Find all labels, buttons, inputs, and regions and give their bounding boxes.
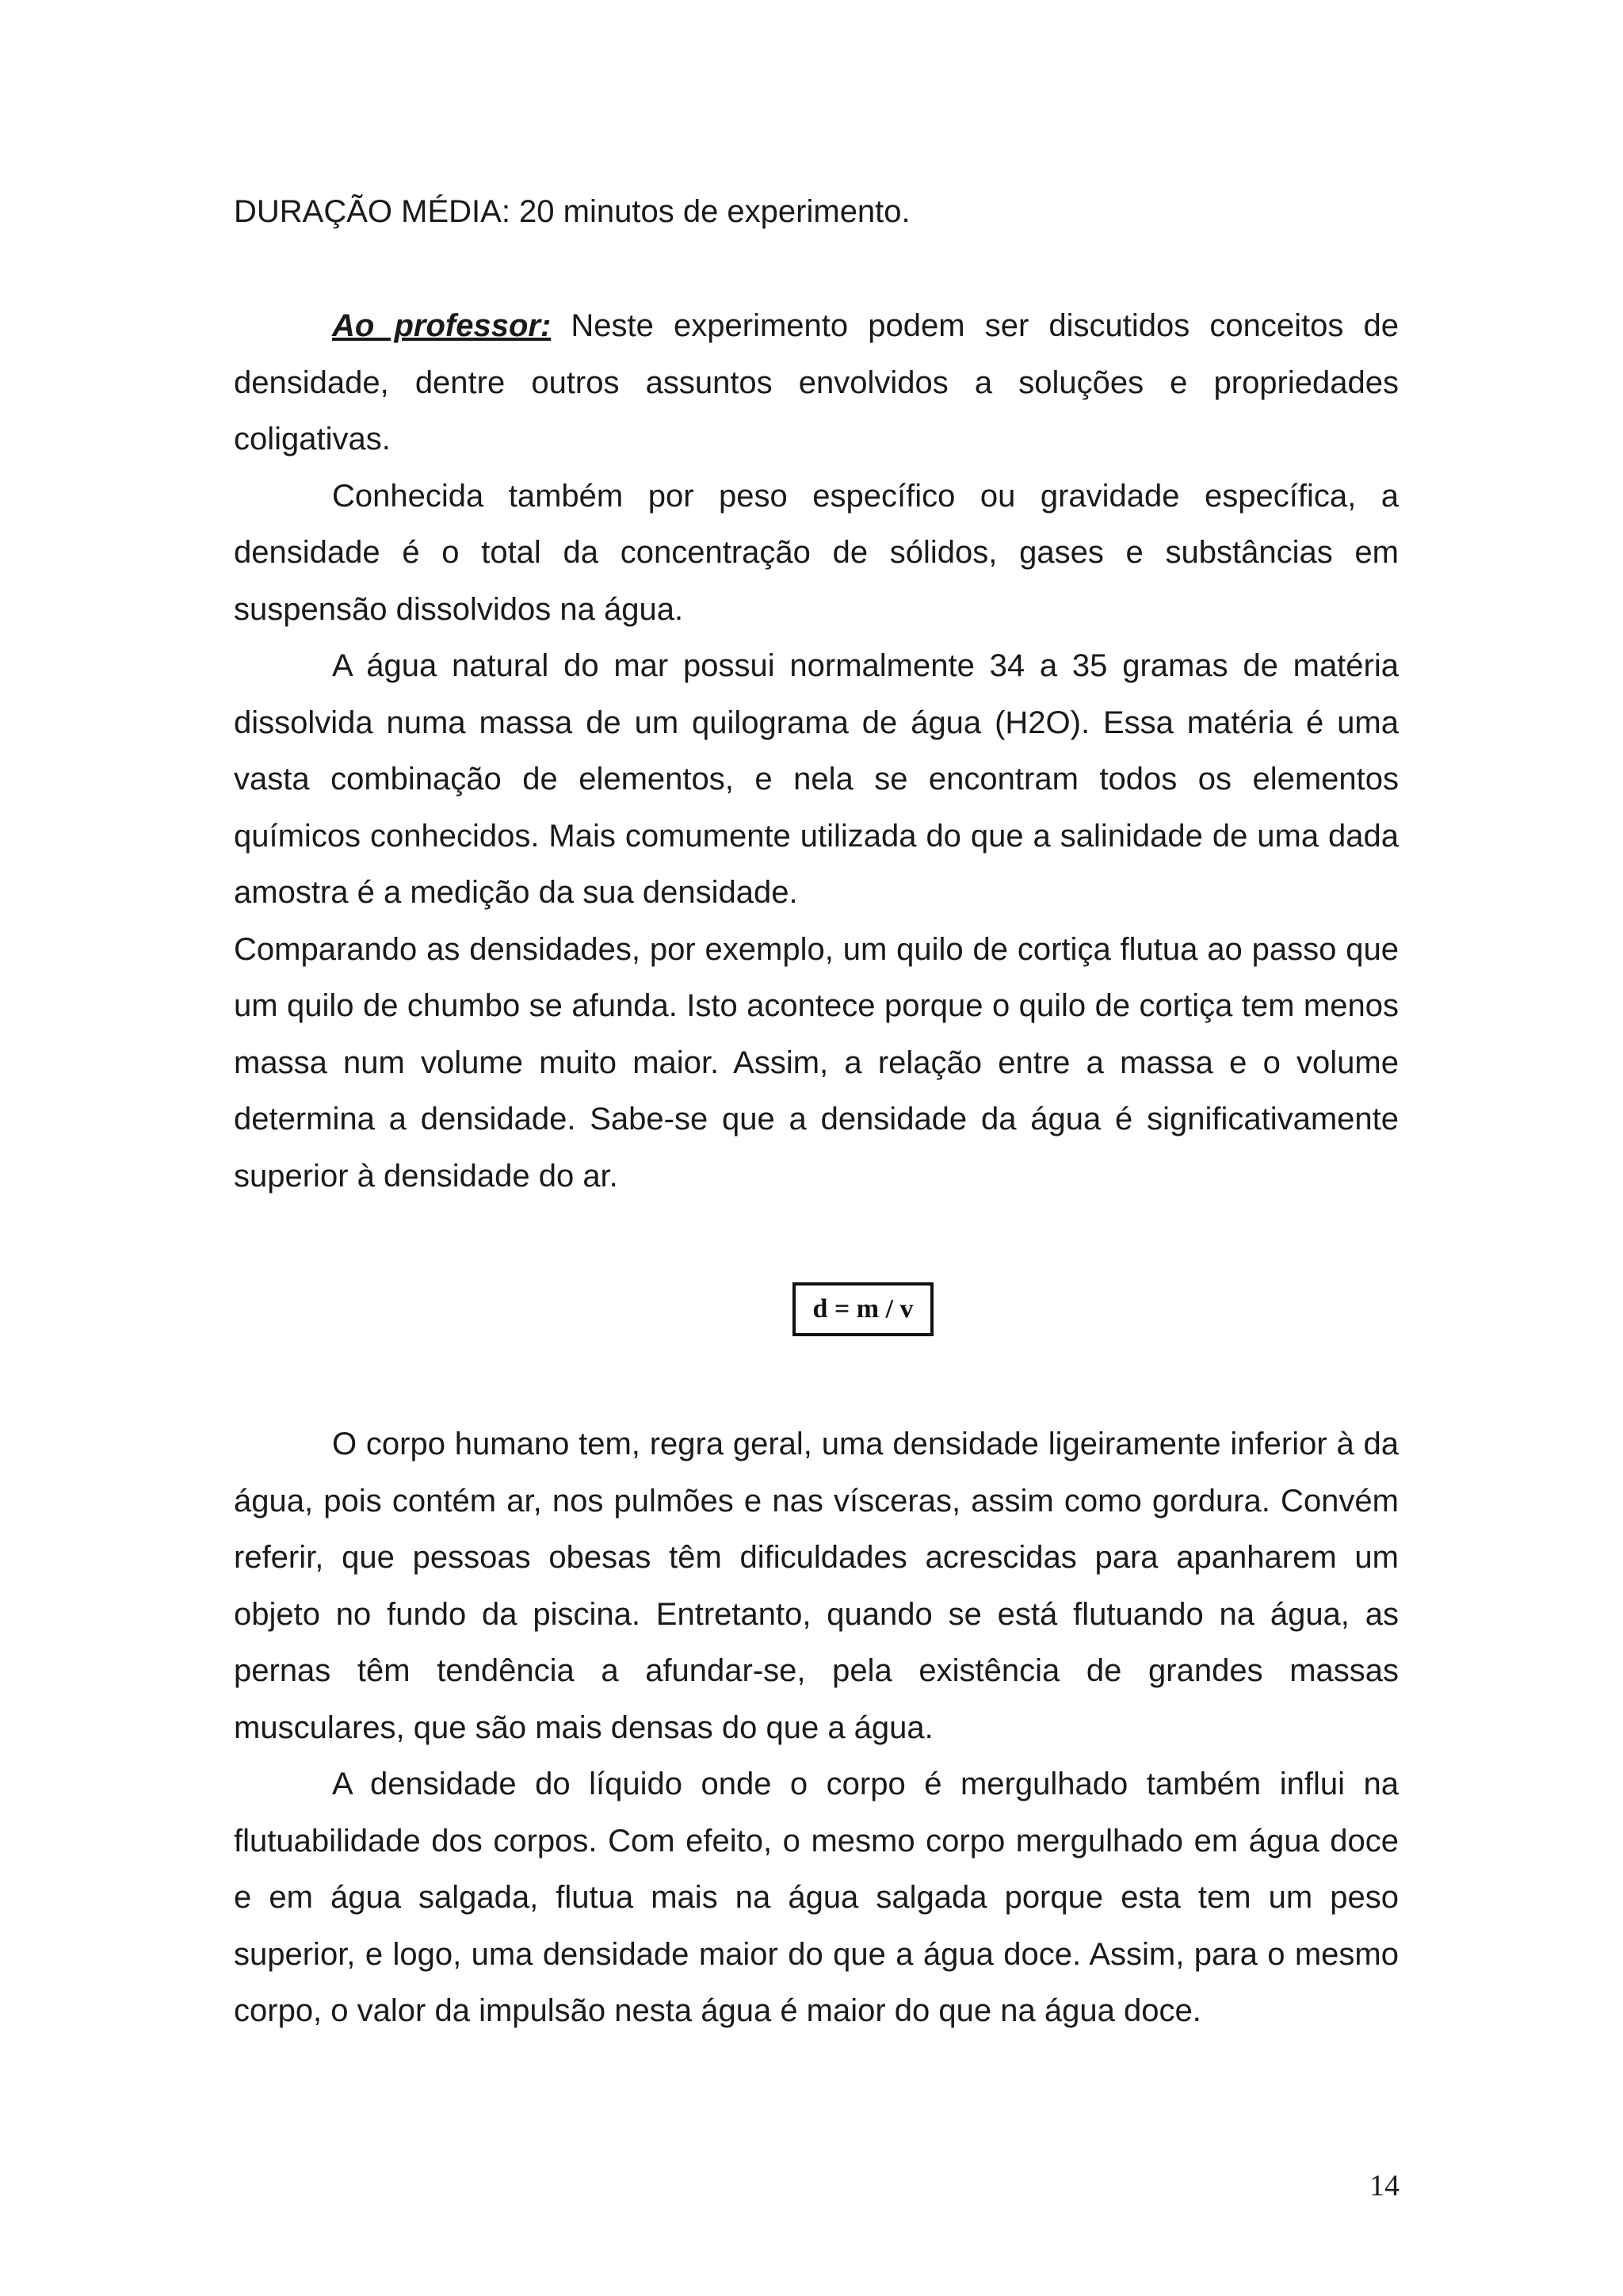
intro-text: Neste experimento podem ser discutidos conceitos de densidade, dentre outros assuntos envolvidos a soluções e propriedades coligativas. — [234, 308, 1399, 457]
upper-text-block — [234, 298, 1399, 1205]
lower-text-block — [234, 1416, 1399, 2040]
human-body-paragraph: O corpo humano tem, regra geral, uma densidade ligeiramente inferior à da água, pois contém ar, nos pulmões e nas vísceras, assim como gordura. Convém referir, que pessoas obesas têm dificuldades acrescidas para apanharem um objeto no fundo da piscina. Entretanto, quando se está flutuando na água, as pernas têm tendência a afundar-se, pela existência de grandes massas musculares, que são mais densas do que a água. — [234, 1427, 1399, 1745]
duration-line — [234, 184, 1399, 241]
teacher-note-lead: Ao professor: — [332, 308, 552, 343]
intro-paragraph — [234, 298, 1399, 468]
density-formula: d = m / v — [812, 1294, 914, 1324]
seawater-paragraph: A água natural do mar possui normalmente 34 a 35 gramas de matéria dissolvida numa massa de um quilograma de água (H2O). Essa matéria é uma vasta combinação de elementos, e nela se encontram todos os elementos químicos conhecidos. Mais comumente utilizada do que a salinidade de uma dada amostra é a medição da sua densidade. — [234, 648, 1399, 910]
liquid-density-paragraph: A densidade do líquido onde o corpo é mergulhado também influi na flutuabilidade dos corpos. Com efeito, o mesmo corpo mergulhado em água doce e em água salgada, flutua mais na água salgada porque esta tem um peso superior, e logo, uma densidade maior do que a água doce. Assim, para o mesmo corpo, o valor da impulsão nesta água é maior do que na água doce. — [234, 1767, 1399, 2028]
density-formula-box — [792, 1282, 934, 1336]
page-number: 14 — [1369, 2169, 1400, 2202]
comparison-paragraph: Comparando as densidades, por exemplo, um quilo de cortiça flutua ao passo que um quilo de chumbo se afunda. Isto acontece porque o quilo de cortiça tem menos massa num volume muito maior. Assim, a relação entre a massa e o volume determina a densidade. Sabe-se que a densidade da água é significativamente superior à densidade do ar. — [234, 931, 1399, 1194]
density-definition-paragraph: Conhecida também por peso específico ou gravidade específica, a densidade é o total da concentração de sólidos, gases e substâncias em suspensão dissolvidos na água. — [234, 478, 1399, 627]
duration-text: DURAÇÃO MÉDIA: 20 minutos de experimento. — [234, 194, 911, 229]
